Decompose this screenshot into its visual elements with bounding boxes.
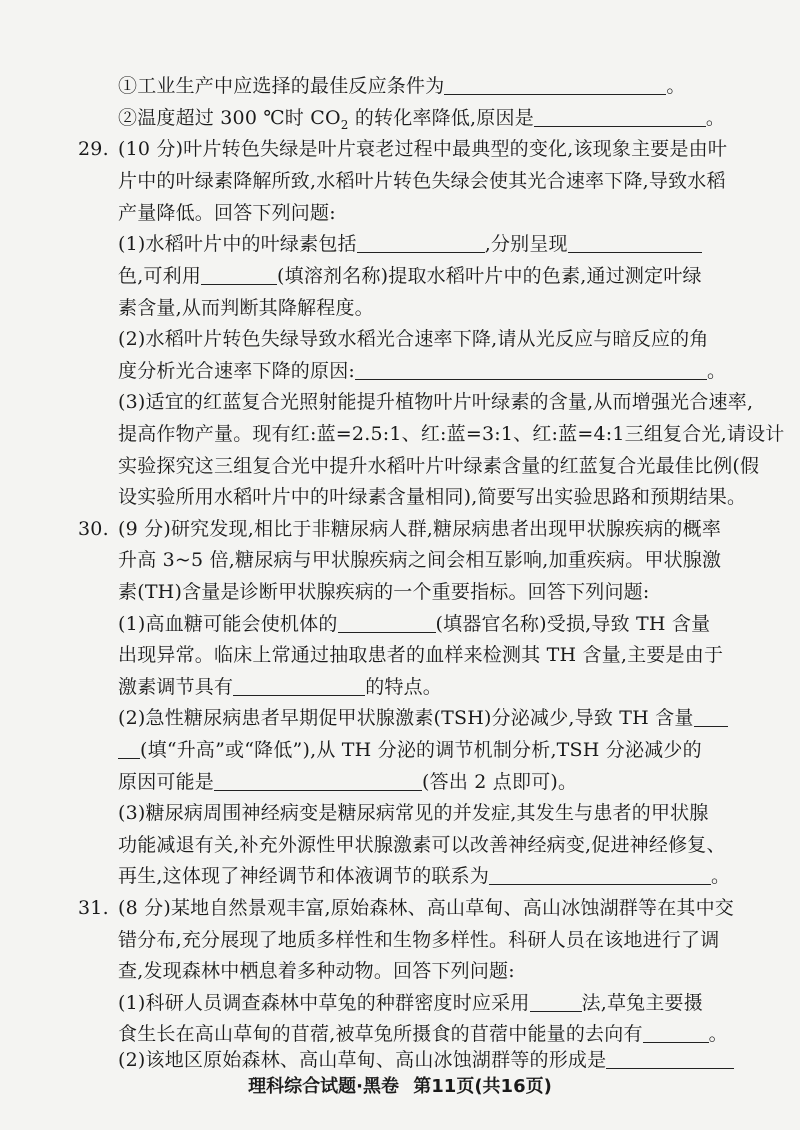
text-line: ①工业生产中应选择的最佳反应条件为 。	[118, 75, 686, 97]
answer-blank[interactable]	[201, 266, 277, 285]
text-line: (9 分)研究发现,相比于非糖尿病人群,糖尿病患者出现甲状腺疾病的概率	[118, 518, 722, 540]
text-line: 升高 3~5 倍,糖尿病与甲状腺疾病之间会相互影响,加重疾病。甲状腺激	[118, 549, 722, 571]
answer-blank[interactable]	[338, 614, 436, 633]
question-29	[78, 137, 109, 161]
answer-blank[interactable]	[357, 234, 485, 253]
text-line: (3)适宜的红蓝复合光照射能提升植物叶片叶绿素的含量,从而增强光合速率,	[118, 391, 754, 413]
answer-blank[interactable]	[444, 76, 666, 95]
answer-blank[interactable]	[355, 361, 707, 380]
question-number: 31.	[78, 897, 109, 919]
answer-blank[interactable]	[643, 1024, 709, 1043]
text-line: 激素调节具有 的特点。	[118, 676, 443, 698]
answer-blank[interactable]	[118, 740, 140, 759]
text-line: (2)水稻叶片转色失绿导致水稻光合速率下降,请从光反应与暗反应的角	[118, 328, 709, 350]
text-line: (1)高血糖可能会使机体的 (填器官名称)受损,导致 TH 含量	[118, 613, 711, 635]
text-line: 设实验所用水稻叶片中的叶绿素含量相同),简要写出实验思路和预期结果。	[118, 486, 747, 508]
text-line: 素含量,从而判断其降解程度。	[118, 297, 374, 319]
text-line: 功能减退有关,补充外源性甲状腺激素可以改善神经病变,促进神经修复、	[118, 834, 726, 856]
text-line: (10 分)叶片转色失绿是叶片衰老过程中最典型的变化,该现象主要是由叶	[118, 138, 728, 160]
text-line: 再生,这体现了神经调节和体液调节的联系为 。	[118, 865, 731, 887]
text-line: 错分布,充分展现了地质多样性和生物多样性。科研人员在该地进行了调	[118, 929, 720, 951]
footer-subject: 理科综合试题·黑卷	[248, 1076, 399, 1097]
answer-blank[interactable]	[530, 993, 582, 1012]
answer-blank[interactable]	[606, 1050, 734, 1069]
text-line: 出现异常。临床上常通过抽取患者的血样来检测其 TH 含量,主要是由于	[118, 644, 724, 666]
text-line: (8 分)某地自然景观丰富,原始森林、高山草甸、高山冰蚀湖群等在其中交	[118, 897, 734, 919]
text-line: (1)水稻叶片中的叶绿素包括 ,分别呈现	[118, 232, 702, 256]
text-line: 素(TH)含量是诊断甲状腺疾病的一个重要指标。回答下列问题:	[118, 581, 650, 603]
question-30	[78, 517, 109, 541]
answer-blank[interactable]	[233, 677, 365, 696]
text-line: (1)科研人员调查森林中草兔的种群密度时应采用 法,草兔主要摄	[118, 992, 703, 1014]
text-line: 查,发现森林中栖息着多种动物。回答下列问题:	[118, 960, 515, 982]
text-line: 食生长在高山草甸的苜蓿,被草兔所摄食的苜蓿中能量的去向有 。	[118, 1023, 728, 1045]
text-line: 片中的叶绿素降解所致,水稻叶片转色失绿会使其光合速率下降,导致水稻	[118, 170, 726, 192]
text-line: 提高作物产量。现有红:蓝=2.5:1、红:蓝=3:1、红:蓝=4:1三组复合光,请设计	[118, 423, 785, 445]
question-31	[78, 896, 109, 920]
answer-blank[interactable]	[214, 772, 422, 791]
text-line: 产量降低。回答下列问题:	[118, 202, 336, 224]
answer-blank[interactable]	[694, 708, 728, 727]
page-footer	[0, 1072, 800, 1098]
question-number: 30.	[78, 518, 109, 540]
text-line: 度分析光合速率下降的原因: 。	[118, 360, 727, 382]
text-line: 色,可利用 (填溶剂名称)提取水稻叶片中的色素,通过测定叶绿	[118, 265, 702, 287]
text-line: (2)该地区原始森林、高山草甸、高山冰蚀湖群等的形成是	[118, 1048, 734, 1072]
answer-blank[interactable]	[568, 234, 702, 253]
text-line: 原因可能是 (答出 2 点即可)。	[118, 771, 578, 793]
text-line: (2)急性糖尿病患者早期促甲状腺激素(TSH)分泌减少,导致 TH 含量	[118, 706, 728, 730]
answer-blank[interactable]	[489, 866, 711, 885]
text-line: ②温度超过 300 ℃时 $CO_2$ 的转化率降低,原因是 。	[118, 107, 726, 132]
answer-blank[interactable]	[534, 108, 706, 127]
footer-page-number: 第11页(共16页)	[413, 1076, 552, 1097]
text-line: (填“升高”或“降低”),从 TH 分泌的调节机制分析,TSH 分泌减少的	[118, 738, 702, 762]
text-line: 实验探究这三组复合光中提升水稻叶片叶绿素含量的红蓝复合光最佳比例(假	[118, 455, 760, 477]
question-number: 29.	[78, 138, 109, 160]
text-line: (3)糖尿病周围神经病变是糖尿病常见的并发症,其发生与患者的甲状腺	[118, 802, 709, 824]
